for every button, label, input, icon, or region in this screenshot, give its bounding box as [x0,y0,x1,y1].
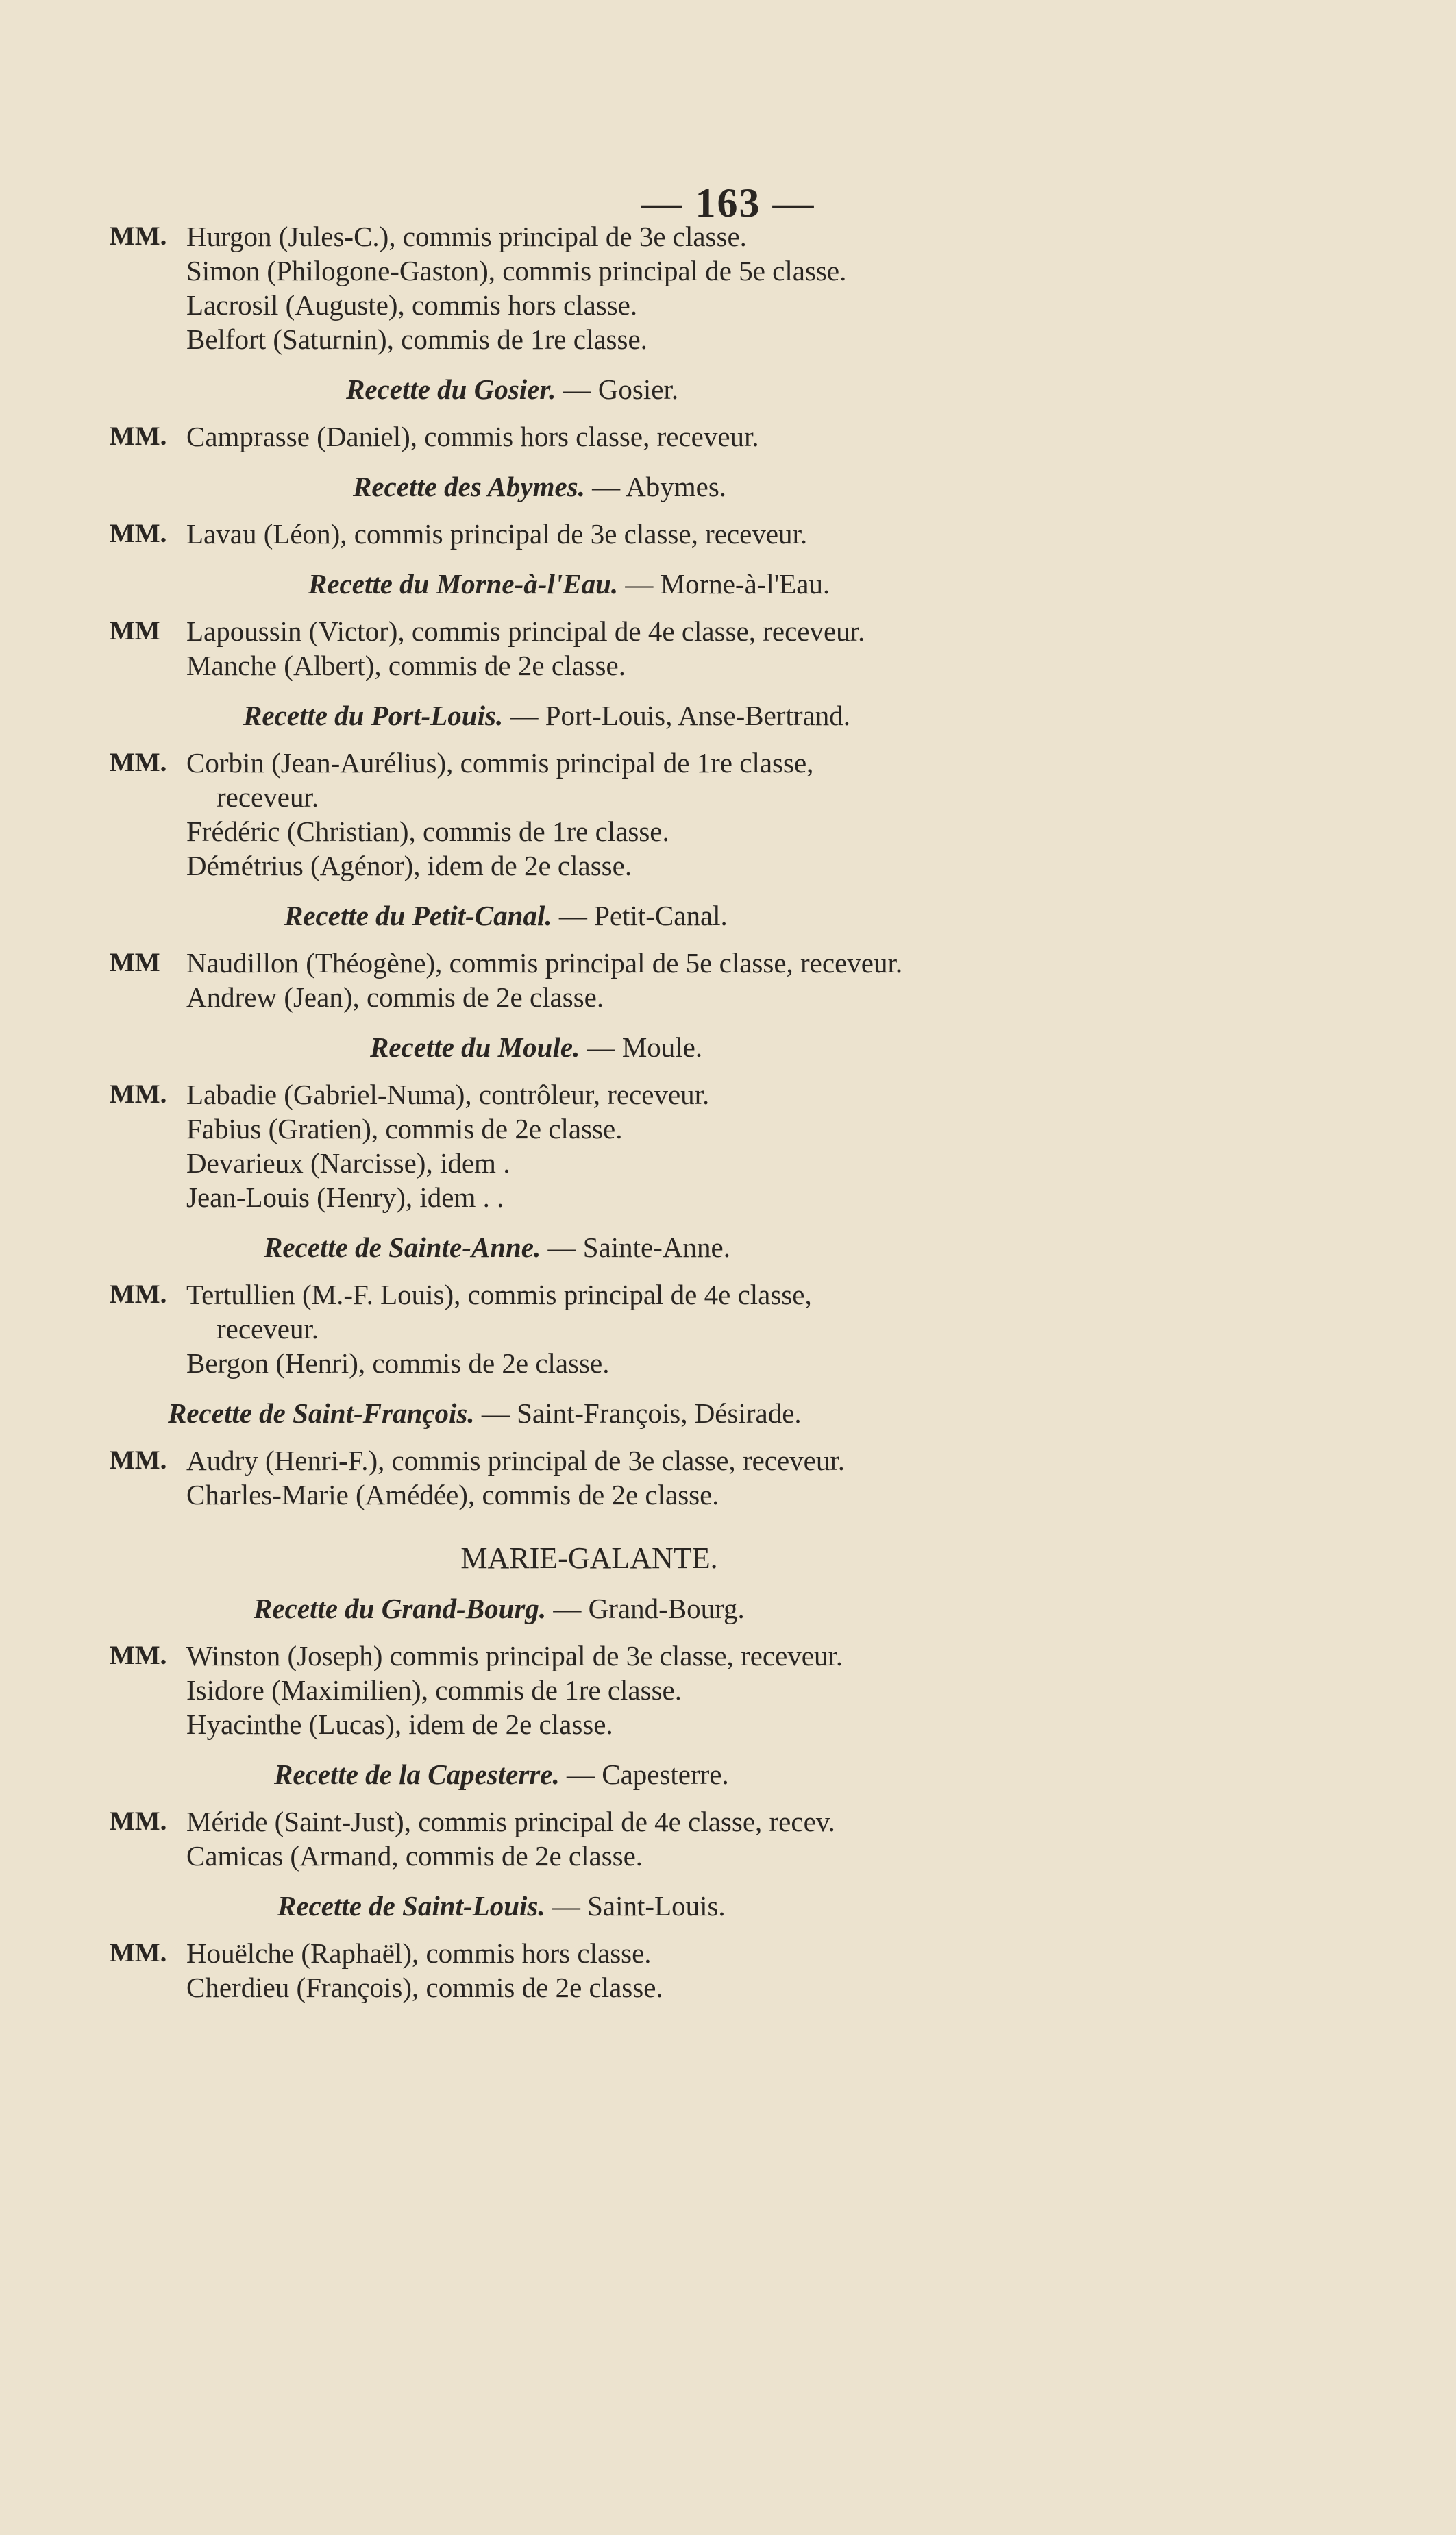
recette-block [110,370,1069,454]
personnel-row [110,1639,1069,1741]
recette-place: — Morne-à-l'Eau. [625,568,830,600]
recette-title: Recette de Saint-Louis. [277,1890,545,1922]
recette-heading [110,565,1069,603]
recette-title: Recette de Sainte-Anne. [264,1232,541,1263]
mm-label: MM. [110,1938,167,1968]
recette-title: Recette de la Capesterre. [274,1759,560,1790]
personnel-row [110,1936,1069,2005]
mm-label: MM [110,948,160,977]
personnel-line: Camicas (Armand, commis de 2e classe. [186,1840,643,1872]
recette-heading [110,1755,1069,1793]
personnel-row [110,517,1069,551]
personnel-line: Frédéric (Christian), commis de 1re classe. [186,816,669,847]
recette-block [110,467,1069,551]
personnel-line: Isidore (Maximilien), commis de 1re classe. [186,1674,682,1706]
recette-heading [110,370,1069,408]
recette-title: Recette des Abymes. [353,471,585,502]
recette-block [110,1887,1069,2005]
personnel-line: Démétrius (Agénor), idem de 2e classe. [186,850,632,881]
personnel-line: Labadie (Gabriel-Numa), contrôleur, receveur. [186,1079,710,1110]
recette-block [110,1228,1069,1380]
personnel-line: Simon (Philogone-Gaston), commis principal de 5e classe. [186,255,847,286]
personnel-line: Camprasse (Daniel), commis hors classe, receveur. [186,421,759,452]
personnel-line: Lacrosil (Auguste), commis hors classe. [186,289,638,321]
personnel-row [110,946,1069,1014]
recettes-marie-galante-list [110,1589,1069,2005]
recette-heading [110,696,1069,735]
mm-label: MM. [110,519,167,548]
mm-label: MM [110,616,160,646]
recette-heading [110,1028,1069,1066]
personnel-line: Belfort (Saturnin), commis de 1re classe. [186,323,647,355]
recette-place: — Petit-Canal. [558,900,728,931]
personnel-line: Cherdieu (François), commis de 2e classe. [186,1972,663,2003]
section-title-marie-galante: MARIE-GALANTE. [460,1541,718,1575]
personnel-row [110,746,1069,883]
recette-title: Recette du Port-Louis. [243,700,504,731]
recette-place: — Saint-Louis. [552,1890,726,1922]
recette-title: Recette du Moule. [370,1031,580,1063]
recette-place: — Abymes. [592,471,727,502]
mm-label: MM. [110,1079,167,1109]
page-number: — 163 — [641,180,815,225]
personnel-line: receveur. [217,781,319,813]
mm-label: MM. [110,1641,167,1670]
personnel-line: Devarieux (Narcisse), idem . [186,1147,510,1179]
recette-place: — Moule. [587,1031,703,1063]
recette-title: Recette du Morne-à-l'Eau. [308,568,619,600]
personnel-line: Naudillon (Théogène), commis principal de 5e classe, receveur. [186,947,903,979]
personnel-line: Andrew (Jean), commis de 2e classe. [186,981,604,1013]
personnel-line: Tertullien (M.-F. Louis), commis principal de 4e classe, [186,1279,812,1310]
recette-heading [110,1394,1069,1432]
recette-block [110,1394,1069,1512]
recettes-list [110,370,1069,1512]
personnel-line: Lapoussin (Victor), commis principal de 4e classe, receveur. [186,615,865,647]
recette-place: — Port-Louis, Anse-Bertrand. [510,700,850,731]
personnel-line: Lavau (Léon), commis principal de 3e classe, receveur. [186,518,808,550]
mm-label: MM. [110,1445,167,1475]
personnel-line: Winston (Joseph) commis principal de 3e classe, receveur. [186,1640,843,1671]
personnel-line: Manche (Albert), commis de 2e classe. [186,650,626,681]
personnel-line: Hyacinthe (Lucas), idem de 2e classe. [186,1709,613,1740]
recette-title: Recette du Petit-Canal. [284,900,552,931]
recette-heading [110,467,1069,506]
personnel-line: Hurgon (Jules-C.), commis principal de 3e classe. [186,221,747,252]
recette-block [110,565,1069,683]
mm-label: MM. [110,221,167,251]
mm-label: MM. [110,421,167,451]
recette-place: — Grand-Bourg. [553,1593,745,1624]
recette-heading [110,1228,1069,1266]
personnel-line: Corbin (Jean-Aurélius), commis principal de 1re classe, [186,747,814,779]
personnel-row [110,1077,1069,1214]
mm-label: MM. [110,748,167,777]
recette-block [110,1589,1069,1741]
personnel-line: Méride (Saint-Just), commis principal de 4e classe, recev. [186,1806,835,1837]
recette-block [110,896,1069,1014]
mm-label: MM. [110,1279,167,1309]
personnel-row [110,219,1069,356]
personnel-line: Charles-Marie (Amédée), commis de 2e classe. [186,1479,719,1510]
recette-title: Recette du Grand-Bourg. [254,1593,547,1624]
page-content [110,219,1069,2005]
recette-place: — Saint-François, Désirade. [481,1397,802,1429]
top-personnel-block [110,219,1069,356]
personnel-line: Houëlche (Raphaël), commis hors classe. [186,1937,652,1969]
personnel-line: Bergon (Henri), commis de 2e classe. [186,1347,610,1379]
recette-block [110,1028,1069,1214]
personnel-line: Jean-Louis (Henry), idem . . [186,1181,504,1213]
recette-block [110,696,1069,883]
personnel-row [110,1804,1069,1873]
recette-place: — Gosier. [563,373,679,405]
personnel-line: Audry (Henri-F.), commis principal de 3e classe, receveur. [186,1445,846,1476]
recette-block [110,1755,1069,1873]
personnel-line: receveur. [217,1313,319,1345]
personnel-row [110,1277,1069,1380]
personnel-line: Fabius (Gratien), commis de 2e classe. [186,1113,623,1144]
recette-title: Recette de Saint-François. [168,1397,475,1429]
recette-place: — Capesterre. [566,1759,729,1790]
personnel-row [110,419,1069,454]
recette-heading [110,896,1069,935]
recette-place: — Sainte-Anne. [547,1232,730,1263]
recette-heading [110,1589,1069,1628]
recette-title: Recette du Gosier. [346,373,556,405]
personnel-row [110,614,1069,683]
mm-label: MM. [110,1807,167,1836]
recette-heading [110,1887,1069,1925]
personnel-row [110,1443,1069,1512]
